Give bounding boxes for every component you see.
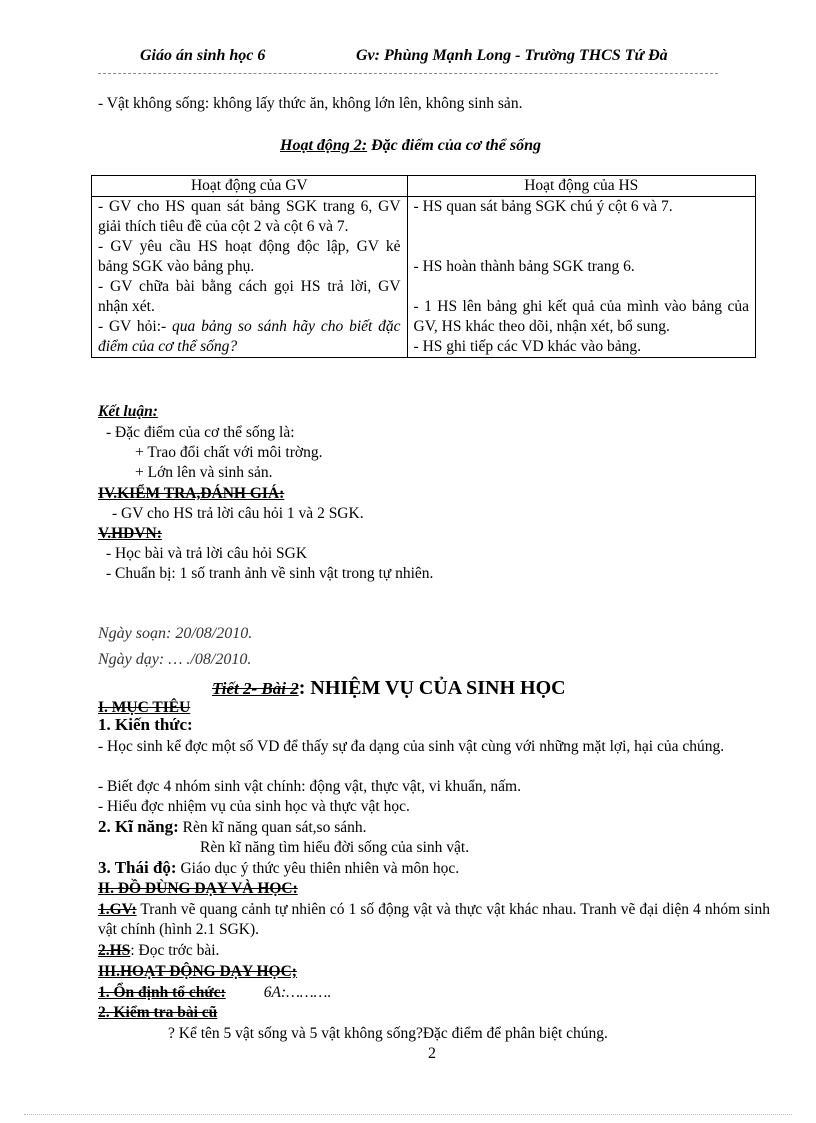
org-value: 6A:………. [263, 984, 332, 1001]
review-question: ? Kể tên 5 vật sống và 5 vật không sống?Đặc điểm để phân biệt chúng. [168, 1025, 608, 1042]
gv-question-text: qua bảng so sánh hãy cho biết đặc điểm của cơ thể sống? [98, 318, 401, 355]
gv-item-question [98, 317, 401, 357]
knowledge-line: - Hiểu đợc nhiệm vụ của sinh học và thực vật học. [98, 798, 410, 815]
check-label: 2. Kiểm tra bài cũ [98, 1004, 218, 1021]
knowledge-line: - Học sinh kể đợc một số VD để thấy sự đa dạng của sinh vật cùng với những mặt lợi, hại của chúng. [98, 738, 725, 755]
materials-hs-label: 2.HS [98, 942, 131, 959]
table-head-hs: Hoạt động của HS [407, 176, 755, 197]
materials-gv-label: 1.GV: [98, 901, 137, 918]
conclusion-line: + Lớn lên và sinh sản. [135, 464, 273, 481]
materials-hs-text: : Đọc trớc bài. [130, 942, 220, 959]
activities-title: III.HOẠT ĐỘNG DẠY HỌC; [98, 963, 297, 980]
section4-line: - GV cho HS trả lời câu hỏi 1 và 2 SGK. [112, 505, 364, 522]
hs-cell [407, 197, 755, 358]
section4-title: IV.KIỂM TRA,ĐÁNH GIÁ: [98, 485, 285, 502]
lesson-label: Tiết 2- Bài 2 [212, 679, 299, 698]
gv-item: - GV yêu cầu HS hoạt động độc lập, GV kẻ bảng SGK vào bảng phụ. [98, 238, 401, 275]
table-head-gv: Hoạt động của GV [92, 176, 408, 197]
lesson-title: NHIỆM VỤ CỦA SINH HỌC [305, 677, 566, 699]
skills-line: Rèn kĩ năng tìm hiểu đời sống của sinh vật. [200, 839, 470, 856]
knowledge-title: 1. Kiến thức: [98, 715, 193, 734]
lesson-heading [212, 674, 566, 704]
conclusion-line: + Trao đổi chất với môi trờng. [135, 444, 323, 461]
materials-gv [98, 900, 770, 940]
table-row [92, 197, 756, 358]
date-taught: Ngày dạy: … ./08/2010. [98, 651, 252, 668]
header-left: Giáo án sinh học 6 [140, 47, 266, 64]
section5-line: - Học bài và trả lời câu hỏi SGK [106, 545, 308, 562]
attitude-row [98, 858, 459, 879]
materials-hs [98, 941, 219, 961]
skills-line: Rèn kĩ năng quan sát,so sánh. [178, 819, 367, 836]
section5-title: V.HDVN: [98, 525, 162, 542]
org-row [98, 983, 331, 1003]
skills-title: 2. Kĩ năng: [98, 817, 179, 836]
attitude-line: Giáo dục ý thức yêu thiên nhiên và môn học. [176, 860, 460, 877]
activity2-heading [280, 136, 541, 156]
hs-item: - 1 HS lên bảng ghi kết quả của mình vào bảng của GV, HS khác theo dõi, nhận xét, bổ sung. [413, 298, 749, 335]
date-prepared: Ngày soạn: 20/08/2010. [98, 625, 253, 642]
conclusion-line: - Đặc điểm của cơ thể sống là: [106, 424, 295, 441]
activity2-label: Hoạt động 2: [280, 137, 368, 154]
table-header-row [92, 176, 756, 197]
lesson-colon: : [298, 677, 306, 699]
knowledge-line: - Biết đợc 4 nhóm sinh vật chính: động vật, thực vật, vi khuẩn, nấm. [98, 778, 521, 795]
footer-rule [24, 1114, 792, 1115]
gv-question-prefix: - GV hỏi:- [98, 318, 173, 335]
org-label: 1. Ổn định tổ chức: [98, 984, 226, 1001]
conclusion-label: Kết luận: [98, 403, 158, 420]
hs-item: - HS quan sát bảng SGK chú ý cột 6 và 7. [413, 198, 673, 215]
page-number: 2 [428, 1045, 436, 1062]
header-rule [98, 73, 718, 74]
intro-line: - Vật không sống: không lấy thức ăn, không lớn lên, không sinh sản. [98, 95, 523, 112]
activity-table [91, 175, 756, 358]
activity2-title: Đặc điểm của cơ thể sống [367, 137, 542, 154]
materials-gv-text: Tranh vẽ quang cảnh tự nhiên có 1 số động vật và thực vật khác nhau. Tranh vẽ đại diện 4 nhóm sinh vật chính (hình 2.1 SGK). [98, 901, 770, 938]
materials-title: II. ĐỒ DÙNG DẠY VÀ HỌC: [98, 880, 298, 897]
section5-line: - Chuẩn bị: 1 số tranh ảnh về sinh vật trong tự nhiên. [106, 565, 434, 582]
gv-item: - GV chữa bài bằng cách gọi HS trả lời, GV nhận xét. [98, 278, 401, 315]
gv-cell [92, 197, 408, 358]
hs-item: - HS hoàn thành bảng SGK trang 6. [413, 258, 635, 275]
attitude-title: 3. Thái độ: [98, 858, 177, 877]
hs-item: - HS ghi tiếp các VD khác vào bảng. [413, 338, 641, 355]
gv-item: - GV cho HS quan sát bảng SGK trang 6, GV giải thích tiêu đề của cột 2 và cột 6 và 7. [98, 198, 401, 235]
header-right: Gv: Phùng Mạnh Long - Trường THCS Tứ Đà [356, 47, 668, 64]
skills-row [98, 817, 366, 838]
objectives-title: I. MỤC TIÊU [98, 699, 191, 716]
